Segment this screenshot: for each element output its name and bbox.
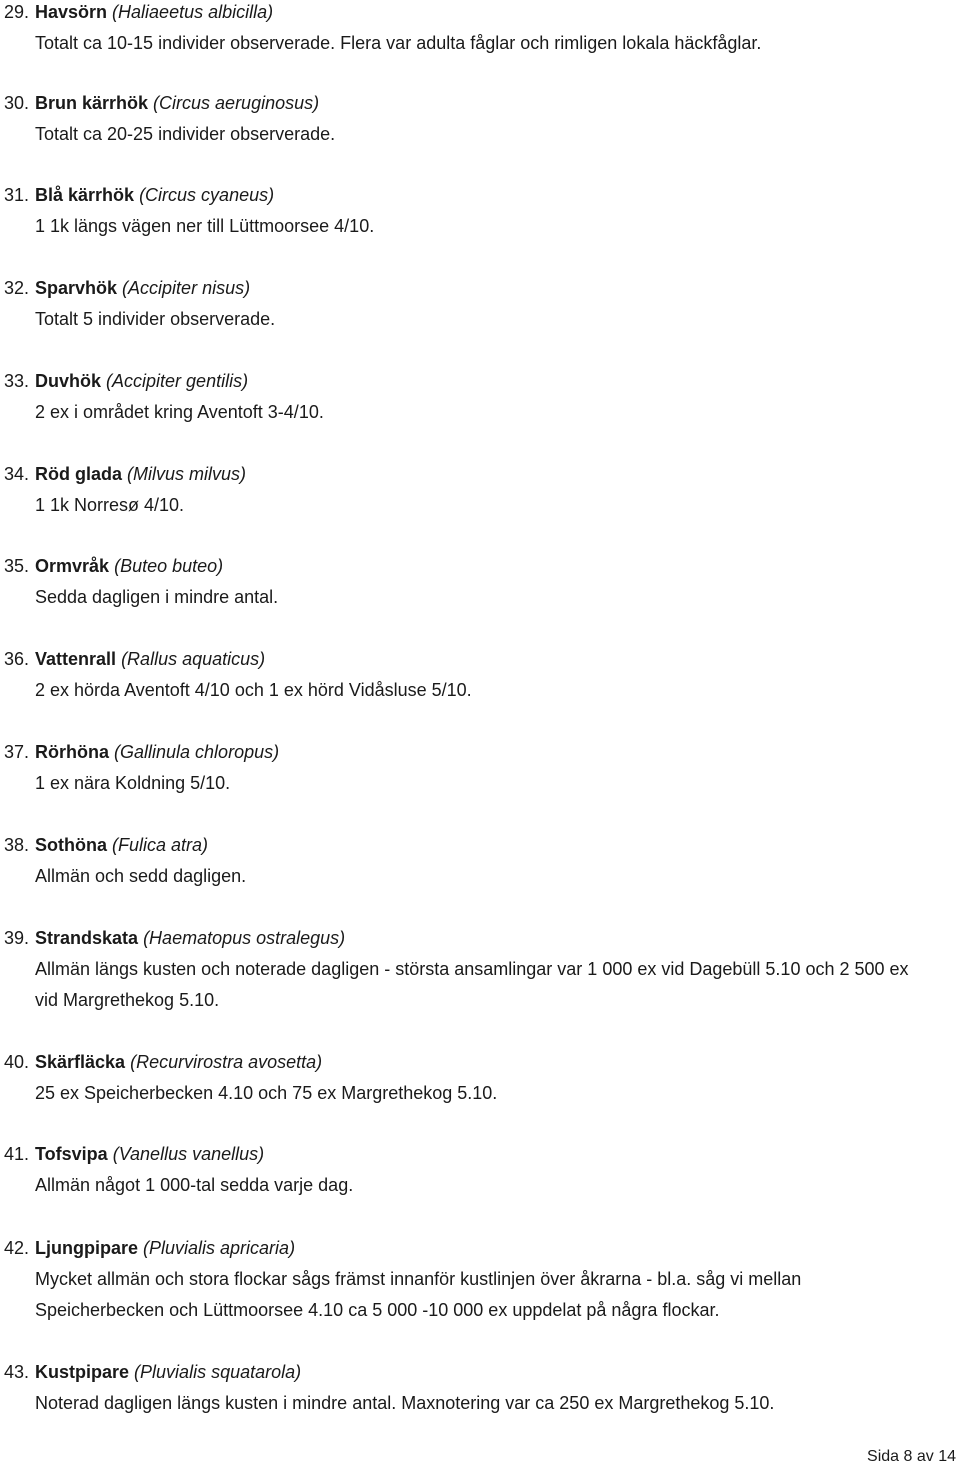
species-entry-37: [4, 737, 934, 799]
species-entry-42: [4, 1233, 934, 1326]
species-heading: [4, 923, 934, 954]
species-latin-name: (Buteo buteo): [114, 556, 224, 576]
species-entry-41: [4, 1139, 934, 1201]
species-entry-30: [4, 88, 934, 150]
species-heading: [4, 737, 934, 768]
species-latin-name: (Milvus milvus): [127, 464, 247, 484]
species-name: Brun kärrhök: [35, 93, 149, 113]
species-number: 33.: [4, 371, 30, 391]
species-description: Totalt 5 individer observerade.: [35, 309, 276, 329]
species-latin-name: (Circus cyaneus): [139, 185, 275, 205]
species-latin-name: (Recurvirostra avosetta): [130, 1052, 323, 1072]
species-name: Sparvhök: [35, 278, 118, 298]
species-heading: [4, 644, 934, 675]
species-description: Allmän längs kusten och noterade dagligen - största ansamlingar var 1 000 ex vid Dagebüll 5.10 och 2 500 ex vid Margrethekog 5.10.: [35, 959, 909, 1010]
species-number: 39.: [4, 928, 30, 948]
species-latin-name: (Accipiter gentilis): [106, 371, 249, 391]
species-heading: [4, 1047, 934, 1078]
species-heading: [4, 0, 934, 28]
species-latin-name: (Gallinula chloropus): [114, 742, 280, 762]
species-description: Allmän och sedd dagligen.: [35, 866, 247, 886]
species-number: 31.: [4, 185, 30, 205]
species-heading: [4, 273, 934, 304]
species-name: Havsörn: [35, 2, 108, 22]
species-latin-name: (Circus aeruginosus): [153, 93, 320, 113]
species-heading: [4, 551, 934, 582]
species-description: 2 ex i området kring Aventoft 3-4/10.: [35, 402, 324, 422]
species-name: Vattenrall: [35, 649, 117, 669]
species-description: 25 ex Speicherbecken 4.10 och 75 ex Margrethekog 5.10.: [35, 1083, 498, 1103]
species-heading: [4, 366, 934, 397]
species-latin-name: (Pluvialis squatarola): [134, 1362, 302, 1382]
species-name: Kustpipare: [35, 1362, 130, 1382]
species-entry-29: [4, 0, 934, 59]
species-name: Rörhöna: [35, 742, 109, 762]
species-name: Ljungpipare: [35, 1238, 138, 1258]
species-heading: [4, 459, 934, 490]
species-latin-name: (Haliaeetus albicilla): [112, 2, 274, 22]
species-number: 37.: [4, 742, 30, 762]
species-entry-39: [4, 923, 934, 1016]
species-name: Tofsvipa: [35, 1144, 108, 1164]
species-number: 41.: [4, 1144, 30, 1164]
species-number: 36.: [4, 649, 30, 669]
species-description: Noterad dagligen längs kusten i mindre antal. Maxnotering var ca 250 ex Margrethekog 5.10.: [35, 1393, 775, 1413]
species-description: 1 ex nära Koldning 5/10.: [35, 773, 231, 793]
species-number: 35.: [4, 556, 30, 576]
species-description: 1 1k Norresø 4/10.: [35, 495, 185, 515]
species-name: Strandskata: [35, 928, 139, 948]
species-description: 2 ex hörda Aventoft 4/10 och 1 ex hörd Vidåsluse 5/10.: [35, 680, 472, 700]
species-name: Röd glada: [35, 464, 123, 484]
species-number: 40.: [4, 1052, 30, 1072]
species-latin-name: (Accipiter nisus): [122, 278, 251, 298]
species-latin-name: (Haematopus ostralegus): [143, 928, 346, 948]
species-entry-40: [4, 1047, 934, 1109]
species-name: Blå kärrhök: [35, 185, 135, 205]
species-heading: [4, 88, 934, 119]
species-name: Sothöna: [35, 835, 107, 855]
species-entry-33: [4, 366, 934, 428]
species-latin-name: (Pluvialis apricaria): [143, 1238, 296, 1258]
species-heading: [4, 830, 934, 861]
species-number: 32.: [4, 278, 30, 298]
species-heading: [4, 1357, 934, 1388]
species-name: Duvhök: [35, 371, 102, 391]
species-latin-name: (Rallus aquaticus): [121, 649, 266, 669]
page-number-footer: Sida 8 av 14: [867, 1448, 956, 1465]
species-entry-43: [4, 1357, 934, 1419]
species-entry-31: [4, 180, 934, 242]
species-name: Ormvråk: [35, 556, 110, 576]
species-number: 34.: [4, 464, 30, 484]
species-entry-32: [4, 273, 934, 335]
species-number: 29.: [4, 2, 30, 22]
species-latin-name: (Vanellus vanellus): [112, 1144, 265, 1164]
species-description: Allmän något 1 000-tal sedda varje dag.: [35, 1175, 354, 1195]
species-entry-38: [4, 830, 934, 892]
species-number: 38.: [4, 835, 30, 855]
species-description: Totalt ca 10-15 individer observerade. Flera var adulta fåglar och rimligen lokala häckfåglar.: [35, 33, 762, 53]
species-description: Sedda dagligen i mindre antal.: [35, 587, 279, 607]
species-heading: [4, 180, 934, 211]
species-heading: [4, 1233, 934, 1264]
species-number: 42.: [4, 1238, 30, 1258]
species-entry-34: [4, 459, 934, 521]
species-description: 1 1k längs vägen ner till Lüttmoorsee 4/10.: [35, 216, 375, 236]
species-latin-name: (Fulica atra): [112, 835, 209, 855]
species-entry-35: [4, 551, 934, 613]
species-description: Mycket allmän och stora flockar sågs främst innanför kustlinjen över åkrarna - bl.a. såg vi mellan Speicherbecken och Lüttmoorsee 4.10 ca 5 000 -10 000 ex uppdelat på några flockar.: [35, 1269, 802, 1320]
species-name: Skärfläcka: [35, 1052, 126, 1072]
species-number: 30.: [4, 93, 30, 113]
species-number: 43.: [4, 1362, 30, 1382]
species-heading: [4, 1139, 934, 1170]
species-entry-36: [4, 644, 934, 706]
species-description: Totalt ca 20-25 individer observerade.: [35, 124, 336, 144]
